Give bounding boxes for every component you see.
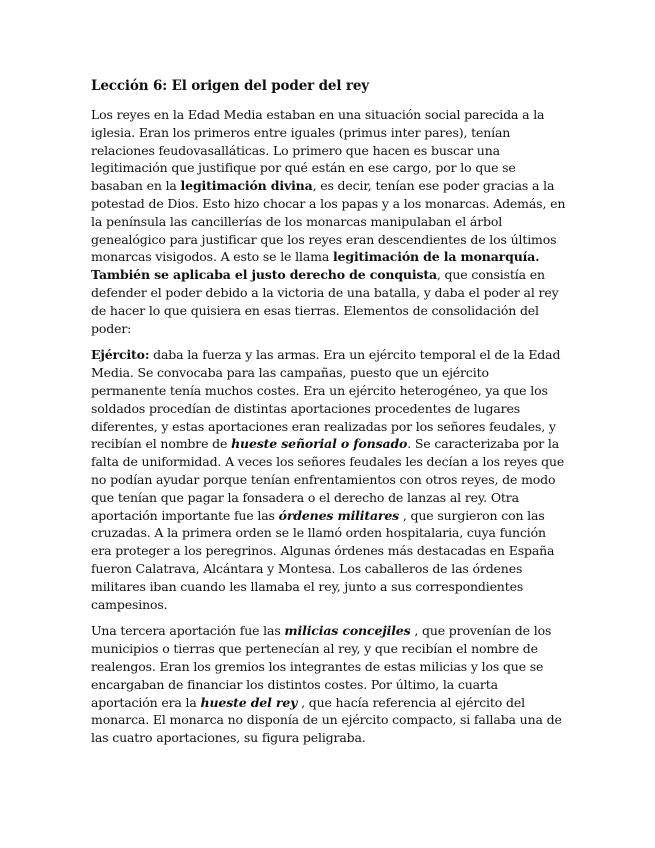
italic-term-hueste-senorial: hueste señorial o fonsado [231,436,408,452]
text-run: , que consistía en defender el poder debido a la victoria de una batalla, y daba el poder al rey de hacer lo que quisiera en esas tierras. Elementos de consolidación del poder: [91,267,559,336]
text-run: Los reyes en la Edad Media estaban en una situación social parecida a la iglesia. Eran los primeros entre iguales (primus inter pares), tenían relaciones feudovasalláticas. Lo primero que hacen es buscar una legitimación que justifique por qué están en ese cargo, por lo que se basaban en la [91,107,545,194]
paragraph-ejercito [91,346,566,613]
paragraph-milicias [91,622,566,747]
text-run: , es decir, tenían ese poder gracias a la potestad de Dios. Esto hizo chocar a los papas y a los monarcas. Además, en la península las cancillerías de los monarcas manipulaban el árbol genealógico para justificar que los reyes eran descendientes de los últimos monarcas visigodos. A esto se le llama [91,178,566,265]
text-run: daba la fuerza y las armas. Era un ejército temporal el de la Edad Media. Se convocaba para las campañas, puesto que un ejército permanente tenía muchos costes. Era un ejército heterogéneo, ya que los soldados procedían de distintas aportaciones procedentes de lugares diferentes, y estas aportaciones eran realizadas por los señores feudales, y recibían el nombre de [91,347,561,452]
text-run-bold: . También se aplicaba el [91,249,540,283]
lesson-title: Lección 6: El origen del poder del rey [91,78,369,94]
text-run: , que provenían de los municipios o tierras que pertenecían al rey, y que recibían el nombre de realengos. Eran los gremios los integrantes de estas milicias y los que se encargaban de financiar los distintos costes. Por último, la cuarta aportación era la [91,623,552,710]
italic-term-ordenes-militares: órdenes militares [278,507,400,523]
text-run: , que hacía referencia al ejército del monarca. El monarca no disponía de un ejército compacto, si fallaba una de las cuatro aportaciones, su figura peligraba. [91,694,562,746]
text-run: , que surgieron con las cruzadas. A la primera orden se le llamó orden hospitalaria, cuya función era proteger a los peregrinos. Algunas órdenes más destacadas en España fueron Calatrava, Alcántara y Montesa. Los caballeros de las órdenes militares iban cuando les llamaba el rey, junto a sus correspondientes campesinos. [91,507,555,612]
bold-term-legitimacion-monarquia: legitimación de la monarquía [332,249,536,265]
text-run: Una tercera aportación fue las [91,623,285,639]
italic-term-hueste-del-rey: hueste del rey [200,694,298,710]
document-body [91,77,566,756]
paragraph-intro [91,106,566,337]
italic-term-milicias-concejiles: milicias concejiles [284,623,411,639]
bold-term-justo-derecho: justo derecho de conquista [251,267,437,283]
bold-term-legitimacion-divina: legitimación divina [180,178,313,194]
bold-term-ejercito: Ejército: [91,347,150,363]
text-run: . Se caracterizaba por la falta de uniformidad. A veces los señores feudales les decían a los reyes que no podían ayudar porque tenían enfrentamientos con otros reyes, de modo que tenían que pagar la fonsadera o el derecho de lanzas al rey. Otra aportación importante fue las [91,436,565,523]
